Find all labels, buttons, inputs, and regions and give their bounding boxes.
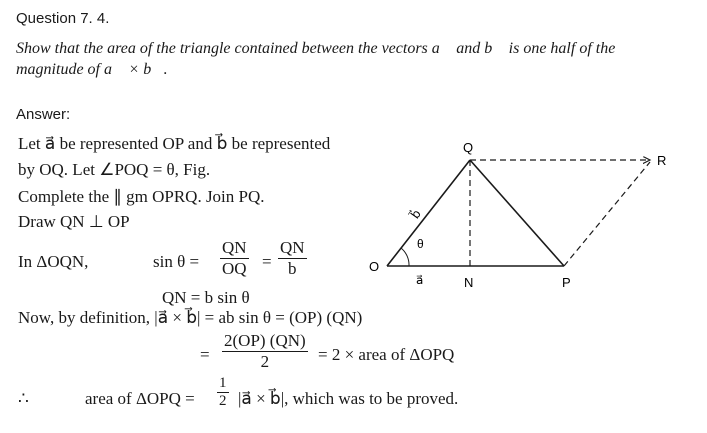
sin-theta-lhs: sin θ =: [153, 252, 200, 271]
side-oq: [387, 160, 470, 266]
angle-arc: [401, 248, 409, 266]
label-o: O: [369, 259, 380, 274]
in-triangle-label: In ΔOQN,: [18, 252, 89, 271]
area-relation: = 2 × area of ΔOPQ: [318, 345, 455, 364]
fraction-denominator: b: [288, 259, 297, 278]
fraction-one-half: [217, 375, 229, 410]
label-p: P: [562, 275, 571, 290]
diagonal-pq: [470, 160, 564, 266]
area-label: area of ΔOPQ =: [85, 389, 195, 408]
label-r: R: [657, 153, 667, 168]
label-q: Q: [463, 140, 474, 155]
label-theta: θ: [417, 237, 424, 251]
question-text-line-1: Show that the area of the triangle contained between the vectors a⃗ and b⃗ is one half of the: [16, 40, 616, 57]
fraction-numerator: QN: [222, 238, 247, 257]
solution-line-2: by OQ. Let ∠POQ = θ, Fig.: [18, 160, 211, 179]
solution-line-4: Draw QN ⊥ OP: [18, 212, 130, 231]
question-title: Question 7. 4.: [16, 10, 110, 27]
label-vector-b: b⃗: [407, 207, 424, 222]
conclusion-text: |a⃗ × b⃗|, which was to be proved.: [238, 389, 459, 408]
fraction-numerator: QN: [280, 238, 305, 257]
equals-sign: =: [200, 345, 210, 364]
side-pr: [564, 162, 650, 266]
question-text: [16, 38, 691, 80]
solution-line-3: Complete the ∥ gm OPRQ. Join PQ.: [18, 187, 265, 206]
question-text-line-2: magnitude of a⃗ × b⃗.: [16, 61, 168, 78]
answer-label: Answer:: [16, 106, 71, 123]
fraction-2op-qn-over-2: [222, 331, 308, 372]
label-vector-a: a⃗: [416, 273, 424, 287]
fraction-denominator: 2: [260, 352, 270, 371]
equals-sign: =: [262, 252, 272, 271]
fraction-numerator: 1: [219, 375, 227, 391]
fraction-qn-over-oq: [220, 238, 249, 279]
fraction-numerator: 2(OP) (QN): [224, 331, 306, 350]
label-n: N: [464, 275, 474, 290]
fraction-qn-over-b: [278, 238, 307, 279]
qn-equation: QN = b sin θ: [162, 288, 250, 307]
definition-line: Now, by definition, |a⃗ × b⃗| = ab sin θ = (OP) (QN): [18, 308, 363, 327]
fraction-denominator: OQ: [222, 259, 247, 278]
solution-line-1: Let a⃗ be represented OP and b⃗ be represented: [18, 134, 331, 153]
therefore-symbol: ∴: [18, 389, 29, 408]
parallelogram-figure: [360, 130, 700, 300]
fraction-denominator: 2: [219, 393, 227, 409]
